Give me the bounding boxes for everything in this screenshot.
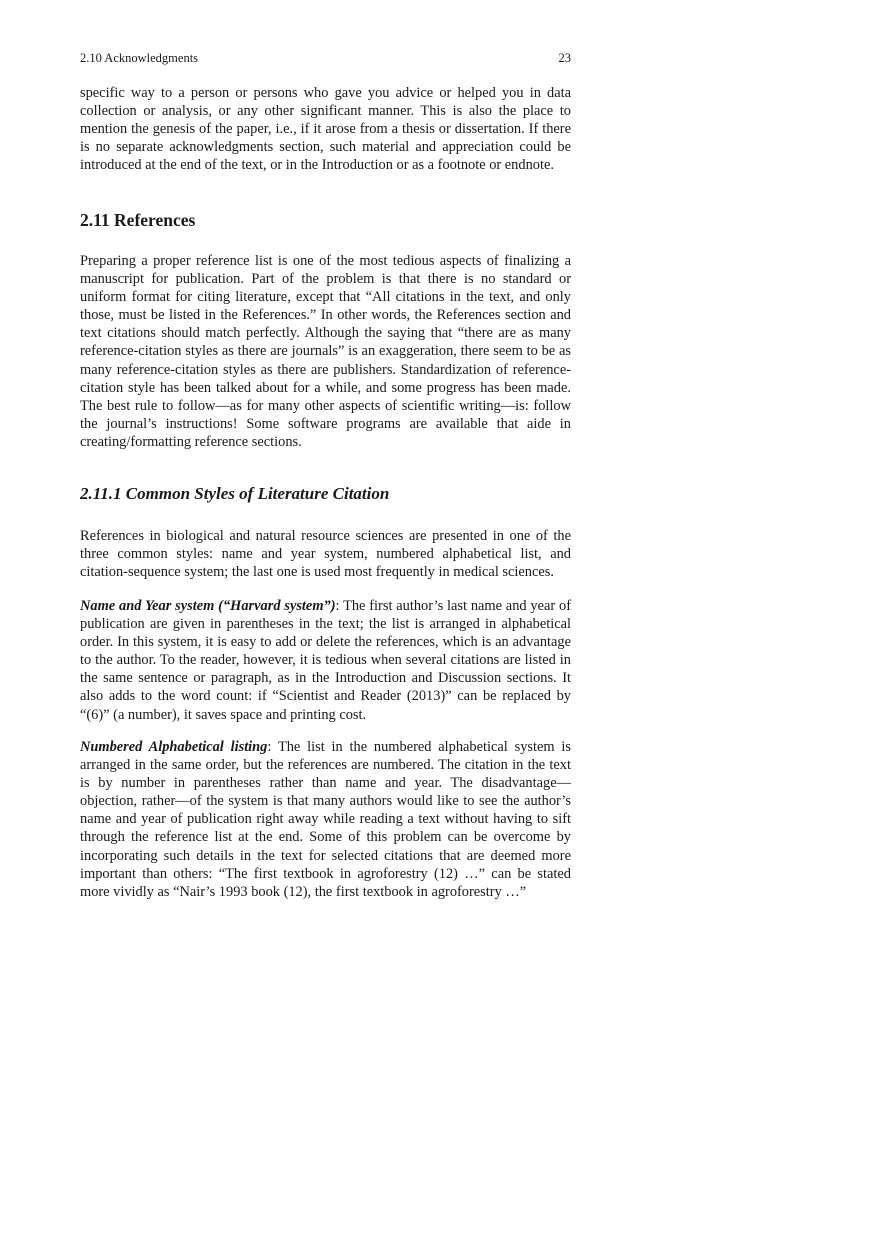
harvard-paragraph-block bbox=[80, 597, 571, 724]
numbered-paragraph-block bbox=[80, 738, 571, 901]
running-head-section: 2.10 Acknowledgments bbox=[80, 51, 199, 65]
section-2-11-1 bbox=[80, 483, 571, 505]
harvard-paragraph bbox=[80, 597, 571, 724]
intro-paragraph-block bbox=[80, 84, 571, 174]
harvard-runin-heading: Name and Year system (“Harvard system”) bbox=[80, 598, 336, 614]
section-heading-references: 2.11 References bbox=[80, 210, 196, 230]
harvard-text: : The first author’s last name and year of publication are given in parentheses in the text; the list is arranged in alphabetical order. In this system, it is easy to add or delete the references, which is an advantage to the author. To the reader, however, it is tedious when several citations are listed in the same sentence or paragraph, as in the Introduction and Discussion sections. It also adds to the word count: if “Scientist and Reader (2013)” can be replaced by “(6)” (a number), it saves space and printing cost. bbox=[80, 598, 571, 723]
section-2-11 bbox=[80, 209, 571, 231]
numbered-runin-heading: Numbered Alphabetical listing bbox=[80, 739, 268, 755]
citation-styles-paragraph-block bbox=[80, 527, 571, 581]
numbered-text: : The list in the numbered alphabetical system is arranged in the same order, but the references are numbered. The citation in the text is by number in parentheses rather than name and year. The disadvantage—objection, rather—of the system is that many authors would like to see the author’s name and year of publication right away while reading a text without having to sift through the reference list at the end. Some of this problem can be overcome by incorporating such details in the text for selected citations that are deemed more important than others: “The first textbook in agroforestry (12) …” can be stated more vividly as “Nair’s 1993 book (12), the first textbook in agroforestry …” bbox=[80, 739, 571, 900]
intro-paragraph: specific way to a person or persons who gave you advice or helped you in data collection or analysis, or any other significant manner. This is also the place to mention the genesis of the paper, i.e., if it arose from a thesis or dissertation. If there is no separate acknowledgments section, such material and appreciation could be introduced at the end of the text, or in the Introduction or as a footnote or endnote. bbox=[80, 85, 571, 174]
citation-styles-paragraph: References in biological and natural resource sciences are presented in one of the three common styles: name and year system, numbered alphabetical list, and citation-sequence system; the last one is used most frequently in medical sciences. bbox=[80, 528, 571, 581]
subsection-heading-citation-styles: 2.11.1 Common Styles of Literature Citation bbox=[80, 484, 390, 503]
page-number: 23 bbox=[558, 51, 571, 65]
references-paragraph: Preparing a proper reference list is one of the most tedious aspects of finalizing a manuscript for publication. Part of the problem is that there is no standard or uniform format for citing literature, except that “All citations in the text, and only those, must be listed in the References.” In other words, the References section and text citations should match perfectly. Although the saying that “there are as many reference-citation styles as there are journals” is an exaggeration, there seem to be as many reference-citation styles as there are publishers. Standardization of reference-citation style has been talked about for a while, and some progress has been made. The best rule to follow—as for many other aspects of scientific writing—is: follow the journal’s instructions! Some software programs are available that aide in creating/formatting reference sections. bbox=[80, 253, 571, 450]
references-paragraph-block bbox=[80, 252, 571, 451]
numbered-paragraph bbox=[80, 738, 571, 901]
